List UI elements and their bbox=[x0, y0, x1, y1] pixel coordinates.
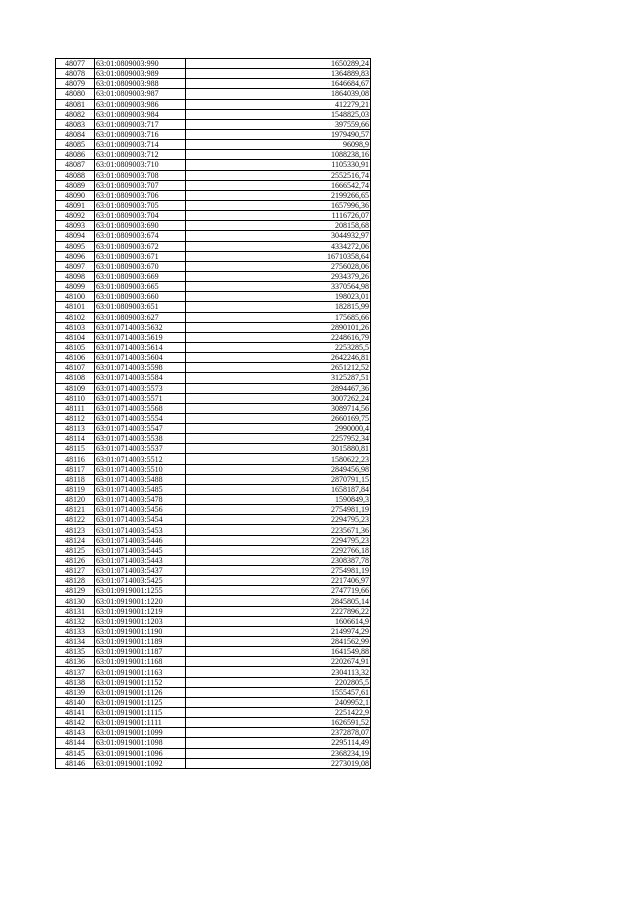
table-row bbox=[56, 271, 371, 281]
row-number-cell: 48105 bbox=[56, 342, 95, 352]
cadastral-value-cell: 2756028,06 bbox=[186, 261, 371, 271]
table-row bbox=[56, 718, 371, 728]
cadastral-value-cell: 2845805,14 bbox=[186, 596, 371, 606]
cadastral-value-cell: 2894467,36 bbox=[186, 383, 371, 393]
table-row bbox=[56, 312, 371, 322]
row-number-cell: 48133 bbox=[56, 626, 95, 636]
row-number-cell: 48097 bbox=[56, 261, 95, 271]
cadastral-value-cell: 2227896,22 bbox=[186, 606, 371, 616]
cadastral-number-cell: 63:01:0714003:5456 bbox=[95, 505, 186, 515]
table-row bbox=[56, 129, 371, 139]
row-number-cell: 48146 bbox=[56, 758, 95, 768]
cadastral-number-cell: 63:01:0809003:984 bbox=[95, 109, 186, 119]
cadastral-number-cell: 63:01:0919001:1203 bbox=[95, 616, 186, 626]
table-row bbox=[56, 738, 371, 748]
table-row bbox=[56, 241, 371, 251]
row-number-cell: 48130 bbox=[56, 596, 95, 606]
cadastral-value-cell: 1364889,83 bbox=[186, 69, 371, 79]
cadastral-value-cell: 2870791,15 bbox=[186, 474, 371, 484]
cadastral-value-cell: 2253285,5 bbox=[186, 342, 371, 352]
table-row bbox=[56, 586, 371, 596]
table-row bbox=[56, 728, 371, 738]
cadastral-value-cell: 2754981,19 bbox=[186, 566, 371, 576]
table-row bbox=[56, 748, 371, 758]
cadastral-value-cell: 3015880,81 bbox=[186, 444, 371, 454]
cadastral-value-cell: 412279,21 bbox=[186, 99, 371, 109]
row-number-cell: 48109 bbox=[56, 383, 95, 393]
cadastral-value-cell: 1606614,9 bbox=[186, 616, 371, 626]
row-number-cell: 48085 bbox=[56, 140, 95, 150]
row-number-cell: 48122 bbox=[56, 515, 95, 525]
row-number-cell: 48136 bbox=[56, 657, 95, 667]
cadastral-value-cell: 2660169,75 bbox=[186, 413, 371, 423]
cadastral-value-cell: 2251422,9 bbox=[186, 708, 371, 718]
cadastral-number-cell: 63:01:0809003:986 bbox=[95, 99, 186, 109]
cadastral-number-cell: 63:01:0714003:5614 bbox=[95, 342, 186, 352]
row-number-cell: 48131 bbox=[56, 606, 95, 616]
row-number-cell: 48139 bbox=[56, 687, 95, 697]
cadastral-value-cell: 1105330,91 bbox=[186, 160, 371, 170]
table-row bbox=[56, 484, 371, 494]
table-row bbox=[56, 555, 371, 565]
cadastral-value-cell: 2294795,23 bbox=[186, 535, 371, 545]
table-row bbox=[56, 616, 371, 626]
table-row bbox=[56, 150, 371, 160]
cadastral-number-cell: 63:01:0714003:5512 bbox=[95, 454, 186, 464]
cadastral-number-cell: 63:01:0919001:1163 bbox=[95, 667, 186, 677]
table-row bbox=[56, 109, 371, 119]
table-row bbox=[56, 89, 371, 99]
row-number-cell: 48128 bbox=[56, 576, 95, 586]
row-number-cell: 48095 bbox=[56, 241, 95, 251]
cadastral-number-cell: 63:01:0714003:5573 bbox=[95, 383, 186, 393]
row-number-cell: 48100 bbox=[56, 292, 95, 302]
row-number-cell: 48135 bbox=[56, 647, 95, 657]
row-number-cell: 48117 bbox=[56, 464, 95, 474]
table-row bbox=[56, 170, 371, 180]
table-row bbox=[56, 464, 371, 474]
cadastral-value-cell: 2890101,26 bbox=[186, 322, 371, 332]
cadastral-value-cell: 1580622,23 bbox=[186, 454, 371, 464]
cadastral-value-cell: 1658187,84 bbox=[186, 484, 371, 494]
table-row bbox=[56, 403, 371, 413]
table-row bbox=[56, 160, 371, 170]
row-number-cell: 48101 bbox=[56, 302, 95, 312]
table-row bbox=[56, 302, 371, 312]
table-row bbox=[56, 566, 371, 576]
cadastral-number-cell: 63:01:0809003:989 bbox=[95, 69, 186, 79]
cadastral-number-cell: 63:01:0809003:990 bbox=[95, 59, 186, 69]
table-row bbox=[56, 413, 371, 423]
cadastral-value-cell: 2409952,1 bbox=[186, 697, 371, 707]
row-number-cell: 48087 bbox=[56, 160, 95, 170]
row-number-cell: 48124 bbox=[56, 535, 95, 545]
row-number-cell: 48099 bbox=[56, 282, 95, 292]
cadastral-number-cell: 63:01:0809003:707 bbox=[95, 180, 186, 190]
row-number-cell: 48137 bbox=[56, 667, 95, 677]
table-row bbox=[56, 545, 371, 555]
row-number-cell: 48080 bbox=[56, 89, 95, 99]
cadastral-number-cell: 63:01:0714003:5485 bbox=[95, 484, 186, 494]
row-number-cell: 48132 bbox=[56, 616, 95, 626]
cadastral-value-cell: 2754981,19 bbox=[186, 505, 371, 515]
table-row bbox=[56, 383, 371, 393]
cadastral-value-cell: 2552516,74 bbox=[186, 170, 371, 180]
cadastral-number-cell: 63:01:0919001:1092 bbox=[95, 758, 186, 768]
cadastral-number-cell: 63:01:0919001:1255 bbox=[95, 586, 186, 596]
table-row bbox=[56, 393, 371, 403]
cadastral-number-cell: 63:01:0919001:1111 bbox=[95, 718, 186, 728]
cadastral-number-cell: 63:01:0714003:5604 bbox=[95, 353, 186, 363]
cadastral-number-cell: 63:01:0714003:5554 bbox=[95, 413, 186, 423]
row-number-cell: 48106 bbox=[56, 353, 95, 363]
row-number-cell: 48129 bbox=[56, 586, 95, 596]
row-number-cell: 48144 bbox=[56, 738, 95, 748]
cadastral-number-cell: 63:01:0809003:674 bbox=[95, 231, 186, 241]
cadastral-value-cell: 2202805,5 bbox=[186, 677, 371, 687]
cadastral-value-cell: 16710358,64 bbox=[186, 251, 371, 261]
cadastral-number-cell: 63:01:0919001:1125 bbox=[95, 697, 186, 707]
row-number-cell: 48141 bbox=[56, 708, 95, 718]
cadastral-value-cell: 1864039,08 bbox=[186, 89, 371, 99]
cadastral-number-cell: 63:01:0714003:5538 bbox=[95, 434, 186, 444]
cadastral-value-cell: 1666542,74 bbox=[186, 180, 371, 190]
row-number-cell: 48098 bbox=[56, 271, 95, 281]
cadastral-value-cell: 2217406,97 bbox=[186, 576, 371, 586]
cadastral-number-cell: 63:01:0714003:5571 bbox=[95, 393, 186, 403]
row-number-cell: 48142 bbox=[56, 718, 95, 728]
cadastral-value-cell: 2368234,19 bbox=[186, 748, 371, 758]
cadastral-value-cell: 1548825,03 bbox=[186, 109, 371, 119]
table-row bbox=[56, 353, 371, 363]
cadastral-value-cell: 2294795,23 bbox=[186, 515, 371, 525]
cadastral-value-cell: 208158,68 bbox=[186, 221, 371, 231]
table-row bbox=[56, 342, 371, 352]
table-row bbox=[56, 190, 371, 200]
row-number-cell: 48103 bbox=[56, 322, 95, 332]
cadastral-value-cell: 1979490,57 bbox=[186, 129, 371, 139]
cadastral-number-cell: 63:01:0919001:1098 bbox=[95, 738, 186, 748]
cadastral-value-table bbox=[55, 58, 371, 769]
table-row bbox=[56, 180, 371, 190]
row-number-cell: 48090 bbox=[56, 190, 95, 200]
table-row bbox=[56, 525, 371, 535]
cadastral-value-cell: 2651212,52 bbox=[186, 363, 371, 373]
cadastral-number-cell: 63:01:0714003:5425 bbox=[95, 576, 186, 586]
cadastral-number-cell: 63:01:0714003:5537 bbox=[95, 444, 186, 454]
cadastral-number-cell: 63:01:0919001:1190 bbox=[95, 626, 186, 636]
cadastral-number-cell: 63:01:0714003:5446 bbox=[95, 535, 186, 545]
cadastral-value-cell: 2199266,65 bbox=[186, 190, 371, 200]
cadastral-number-cell: 63:01:0714003:5445 bbox=[95, 545, 186, 555]
cadastral-number-cell: 63:01:0809003:671 bbox=[95, 251, 186, 261]
table-row bbox=[56, 140, 371, 150]
cadastral-number-cell: 63:01:0714003:5453 bbox=[95, 525, 186, 535]
row-number-cell: 48126 bbox=[56, 555, 95, 565]
row-number-cell: 48077 bbox=[56, 59, 95, 69]
table-row bbox=[56, 576, 371, 586]
table-row bbox=[56, 495, 371, 505]
cadastral-number-cell: 63:01:0919001:1219 bbox=[95, 606, 186, 616]
row-number-cell: 48082 bbox=[56, 109, 95, 119]
row-number-cell: 48104 bbox=[56, 332, 95, 342]
cadastral-value-cell: 1646684,67 bbox=[186, 79, 371, 89]
cadastral-number-cell: 63:01:0809003:690 bbox=[95, 221, 186, 231]
cadastral-number-cell: 63:01:0809003:669 bbox=[95, 271, 186, 281]
cadastral-number-cell: 63:01:0714003:5510 bbox=[95, 464, 186, 474]
cadastral-number-cell: 63:01:0809003:704 bbox=[95, 211, 186, 221]
cadastral-number-cell: 63:01:0714003:5619 bbox=[95, 332, 186, 342]
table-row bbox=[56, 373, 371, 383]
cadastral-number-cell: 63:01:0714003:5478 bbox=[95, 495, 186, 505]
table-row bbox=[56, 454, 371, 464]
cadastral-value-cell: 2295114,49 bbox=[186, 738, 371, 748]
row-number-cell: 48108 bbox=[56, 373, 95, 383]
cadastral-number-cell: 63:01:0809003:712 bbox=[95, 150, 186, 160]
table-row bbox=[56, 231, 371, 241]
row-number-cell: 48091 bbox=[56, 200, 95, 210]
table-row bbox=[56, 434, 371, 444]
row-number-cell: 48127 bbox=[56, 566, 95, 576]
cadastral-number-cell: 63:01:0809003:665 bbox=[95, 282, 186, 292]
table-row bbox=[56, 657, 371, 667]
table-row bbox=[56, 687, 371, 697]
table-row bbox=[56, 444, 371, 454]
cadastral-value-cell: 2202674,91 bbox=[186, 657, 371, 667]
cadastral-number-cell: 63:01:0919001:1168 bbox=[95, 657, 186, 667]
table-row bbox=[56, 282, 371, 292]
cadastral-number-cell: 63:01:0919001:1187 bbox=[95, 647, 186, 657]
row-number-cell: 48096 bbox=[56, 251, 95, 261]
cadastral-value-cell: 3370564,98 bbox=[186, 282, 371, 292]
cadastral-number-cell: 63:01:0714003:5443 bbox=[95, 555, 186, 565]
table-row bbox=[56, 79, 371, 89]
table-row bbox=[56, 606, 371, 616]
table-row bbox=[56, 758, 371, 768]
row-number-cell: 48143 bbox=[56, 728, 95, 738]
cadastral-number-cell: 63:01:0714003:5584 bbox=[95, 373, 186, 383]
table-row bbox=[56, 363, 371, 373]
cadastral-number-cell: 63:01:0919001:1126 bbox=[95, 687, 186, 697]
row-number-cell: 48089 bbox=[56, 180, 95, 190]
table-row bbox=[56, 708, 371, 718]
table-row bbox=[56, 677, 371, 687]
cadastral-value-cell: 96098,9 bbox=[186, 140, 371, 150]
row-number-cell: 48116 bbox=[56, 454, 95, 464]
cadastral-value-cell: 2235671,36 bbox=[186, 525, 371, 535]
row-number-cell: 48118 bbox=[56, 474, 95, 484]
row-number-cell: 48134 bbox=[56, 637, 95, 647]
cadastral-number-cell: 63:01:0809003:710 bbox=[95, 160, 186, 170]
table-row bbox=[56, 647, 371, 657]
cadastral-number-cell: 63:01:0714003:5488 bbox=[95, 474, 186, 484]
table-row bbox=[56, 211, 371, 221]
cadastral-value-cell: 2642246,81 bbox=[186, 353, 371, 363]
cadastral-number-cell: 63:01:0809003:660 bbox=[95, 292, 186, 302]
table-body bbox=[56, 59, 371, 769]
row-number-cell: 48088 bbox=[56, 170, 95, 180]
row-number-cell: 48145 bbox=[56, 748, 95, 758]
cadastral-value-cell: 2308387,78 bbox=[186, 555, 371, 565]
table-row bbox=[56, 200, 371, 210]
cadastral-value-cell: 3089714,56 bbox=[186, 403, 371, 413]
cadastral-number-cell: 63:01:0714003:5547 bbox=[95, 424, 186, 434]
cadastral-value-cell: 198023,01 bbox=[186, 292, 371, 302]
row-number-cell: 48140 bbox=[56, 697, 95, 707]
table-row bbox=[56, 697, 371, 707]
cadastral-number-cell: 63:01:0919001:1099 bbox=[95, 728, 186, 738]
row-number-cell: 48121 bbox=[56, 505, 95, 515]
cadastral-number-cell: 63:01:0919001:1220 bbox=[95, 596, 186, 606]
table-row bbox=[56, 626, 371, 636]
cadastral-value-cell: 2248616,79 bbox=[186, 332, 371, 342]
row-number-cell: 48119 bbox=[56, 484, 95, 494]
table-row bbox=[56, 505, 371, 515]
cadastral-value-cell: 1641549,88 bbox=[186, 647, 371, 657]
cadastral-value-cell: 3125287,51 bbox=[186, 373, 371, 383]
cadastral-number-cell: 63:01:0919001:1096 bbox=[95, 748, 186, 758]
cadastral-number-cell: 63:01:0809003:716 bbox=[95, 129, 186, 139]
cadastral-value-cell: 2304113,32 bbox=[186, 667, 371, 677]
table-row bbox=[56, 474, 371, 484]
cadastral-value-cell: 1088238,16 bbox=[186, 150, 371, 160]
cadastral-value-cell: 1555457,61 bbox=[186, 687, 371, 697]
row-number-cell: 48115 bbox=[56, 444, 95, 454]
cadastral-value-cell: 2990000,4 bbox=[186, 424, 371, 434]
table-row bbox=[56, 292, 371, 302]
cadastral-number-cell: 63:01:0919001:1152 bbox=[95, 677, 186, 687]
row-number-cell: 48094 bbox=[56, 231, 95, 241]
table-row bbox=[56, 221, 371, 231]
cadastral-value-cell: 2849456,98 bbox=[186, 464, 371, 474]
row-number-cell: 48081 bbox=[56, 99, 95, 109]
cadastral-number-cell: 63:01:0714003:5437 bbox=[95, 566, 186, 576]
cadastral-number-cell: 63:01:0919001:1189 bbox=[95, 637, 186, 647]
row-number-cell: 48079 bbox=[56, 79, 95, 89]
cadastral-number-cell: 63:01:0809003:987 bbox=[95, 89, 186, 99]
cadastral-number-cell: 63:01:0809003:651 bbox=[95, 302, 186, 312]
cadastral-value-cell: 3007262,24 bbox=[186, 393, 371, 403]
row-number-cell: 48093 bbox=[56, 221, 95, 231]
table-row bbox=[56, 119, 371, 129]
cadastral-value-cell: 2149974,29 bbox=[186, 626, 371, 636]
table-row bbox=[56, 637, 371, 647]
row-number-cell: 48092 bbox=[56, 211, 95, 221]
row-number-cell: 48107 bbox=[56, 363, 95, 373]
cadastral-value-cell: 2372878,07 bbox=[186, 728, 371, 738]
cadastral-number-cell: 63:01:0714003:5568 bbox=[95, 403, 186, 413]
row-number-cell: 48125 bbox=[56, 545, 95, 555]
row-number-cell: 48113 bbox=[56, 424, 95, 434]
cadastral-number-cell: 63:01:0809003:988 bbox=[95, 79, 186, 89]
table-row bbox=[56, 99, 371, 109]
row-number-cell: 48138 bbox=[56, 677, 95, 687]
table-row bbox=[56, 322, 371, 332]
table-row bbox=[56, 332, 371, 342]
table-row bbox=[56, 69, 371, 79]
cadastral-value-cell: 1116726,07 bbox=[186, 211, 371, 221]
row-number-cell: 48123 bbox=[56, 525, 95, 535]
cadastral-value-cell: 175685,66 bbox=[186, 312, 371, 322]
cadastral-value-cell: 2273019,08 bbox=[186, 758, 371, 768]
cadastral-value-cell: 2292766,18 bbox=[186, 545, 371, 555]
cadastral-number-cell: 63:01:0714003:5454 bbox=[95, 515, 186, 525]
cadastral-number-cell: 63:01:0809003:672 bbox=[95, 241, 186, 251]
cadastral-number-cell: 63:01:0919001:1115 bbox=[95, 708, 186, 718]
cadastral-number-cell: 63:01:0809003:708 bbox=[95, 170, 186, 180]
table-row bbox=[56, 261, 371, 271]
row-number-cell: 48102 bbox=[56, 312, 95, 322]
table-row bbox=[56, 535, 371, 545]
row-number-cell: 48114 bbox=[56, 434, 95, 444]
table-row bbox=[56, 59, 371, 69]
row-number-cell: 48112 bbox=[56, 413, 95, 423]
cadastral-value-cell: 2747719,66 bbox=[186, 586, 371, 596]
row-number-cell: 48111 bbox=[56, 403, 95, 413]
cadastral-value-cell: 2841562,99 bbox=[186, 637, 371, 647]
cadastral-value-cell: 1650289,24 bbox=[186, 59, 371, 69]
cadastral-value-cell: 2257952,34 bbox=[186, 434, 371, 444]
table-row bbox=[56, 596, 371, 606]
cadastral-number-cell: 63:01:0809003:627 bbox=[95, 312, 186, 322]
cadastral-value-cell: 182815,99 bbox=[186, 302, 371, 312]
row-number-cell: 48084 bbox=[56, 129, 95, 139]
cadastral-value-cell: 2934379,26 bbox=[186, 271, 371, 281]
cadastral-value-cell: 1590849,3 bbox=[186, 495, 371, 505]
cadastral-value-cell: 1626591,52 bbox=[186, 718, 371, 728]
cadastral-value-cell: 397559,66 bbox=[186, 119, 371, 129]
cadastral-number-cell: 63:01:0809003:670 bbox=[95, 261, 186, 271]
cadastral-number-cell: 63:01:0809003:714 bbox=[95, 140, 186, 150]
row-number-cell: 48110 bbox=[56, 393, 95, 403]
cadastral-value-cell: 1657996,36 bbox=[186, 200, 371, 210]
table-row bbox=[56, 515, 371, 525]
table-row bbox=[56, 667, 371, 677]
cadastral-value-cell: 3044932,97 bbox=[186, 231, 371, 241]
cadastral-number-cell: 63:01:0809003:717 bbox=[95, 119, 186, 129]
row-number-cell: 48120 bbox=[56, 495, 95, 505]
cadastral-value-cell: 4334272,06 bbox=[186, 241, 371, 251]
cadastral-number-cell: 63:01:0809003:706 bbox=[95, 190, 186, 200]
table-row bbox=[56, 251, 371, 261]
cadastral-number-cell: 63:01:0809003:705 bbox=[95, 200, 186, 210]
row-number-cell: 48083 bbox=[56, 119, 95, 129]
cadastral-number-cell: 63:01:0714003:5598 bbox=[95, 363, 186, 373]
row-number-cell: 48086 bbox=[56, 150, 95, 160]
row-number-cell: 48078 bbox=[56, 69, 95, 79]
cadastral-number-cell: 63:01:0714003:5632 bbox=[95, 322, 186, 332]
table-row bbox=[56, 424, 371, 434]
